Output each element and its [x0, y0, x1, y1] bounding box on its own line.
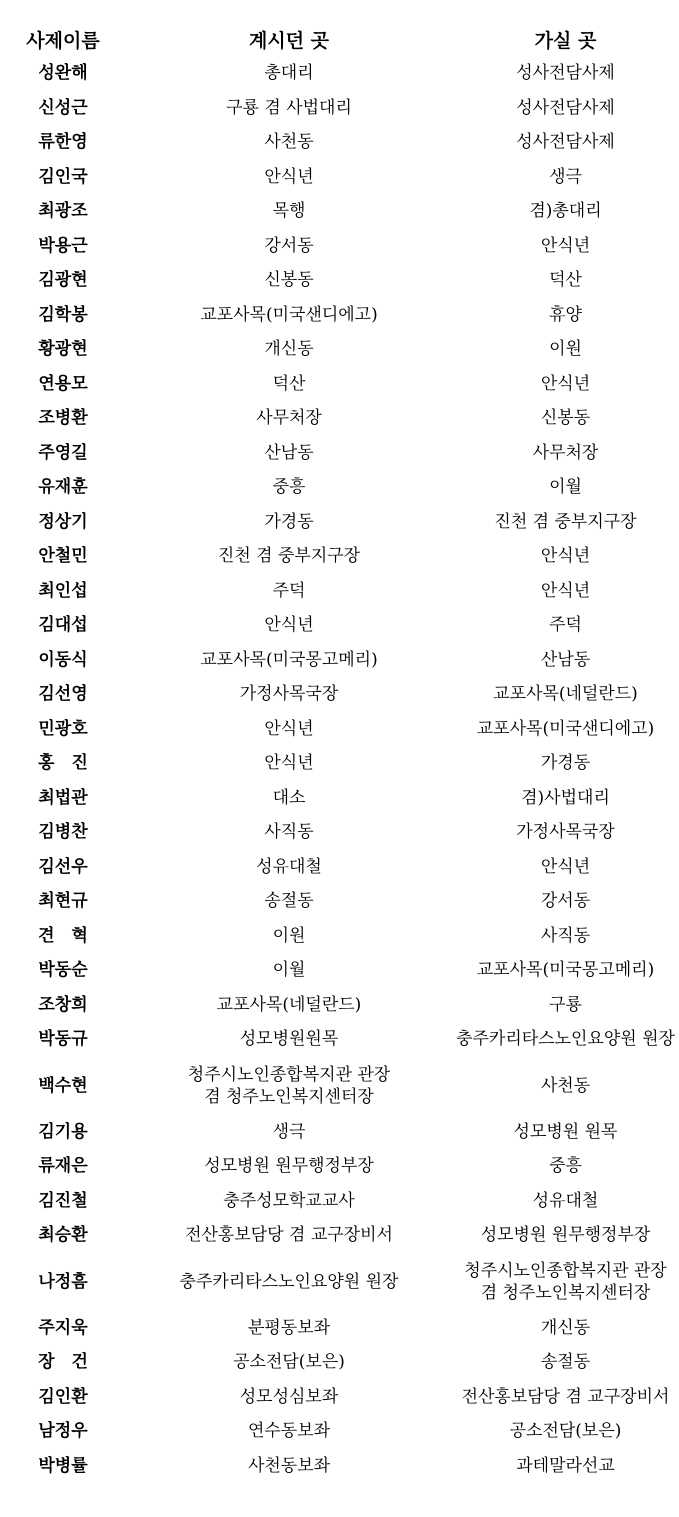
new-post-line: 덕산: [549, 270, 582, 291]
table-row: [0, 401, 679, 436]
priest-name: 박동순: [38, 960, 88, 981]
table-row: [0, 884, 679, 919]
new-post: [452, 988, 679, 1023]
table-row: [0, 91, 679, 126]
previous-post: [126, 574, 452, 609]
new-post: [452, 505, 679, 540]
previous-post: [126, 1022, 452, 1057]
table-row: [0, 1449, 679, 1484]
priest-name: 김선우: [38, 856, 88, 877]
priest-name: 주영길: [38, 442, 88, 463]
new-post-line: 성모병원 원무행정부장: [480, 1225, 651, 1246]
previous-post: [126, 332, 452, 367]
table-row: [0, 1345, 679, 1380]
previous-post-line: 사천동: [264, 132, 314, 153]
table-body: [0, 56, 679, 1483]
table-row: [0, 539, 679, 574]
previous-post: [126, 677, 452, 712]
table-row: [0, 125, 679, 160]
table-row: [0, 160, 679, 195]
previous-post: [126, 125, 452, 160]
previous-post: [126, 56, 452, 91]
new-post-line: 사천동: [540, 1075, 591, 1096]
priest-name: 민광호: [38, 718, 88, 739]
priest-name: 김광현: [38, 270, 88, 291]
new-post: [452, 1345, 679, 1380]
new-post-line: 개신동: [540, 1317, 591, 1338]
previous-post: [126, 1057, 452, 1115]
table-row: [0, 1057, 679, 1115]
previous-post-line: 목행: [272, 201, 306, 222]
table-row: [0, 1022, 679, 1057]
previous-post-line: 전산홍보담당 겸 교구장비서: [185, 1225, 393, 1246]
new-post: [452, 56, 679, 91]
table-row: [0, 746, 679, 781]
previous-post-line: 충주성모학교교사: [223, 1190, 355, 1211]
priest-name: 장 건: [38, 1352, 88, 1373]
previous-post: [126, 1218, 452, 1253]
table-row: [0, 229, 679, 264]
new-post: [452, 1449, 679, 1484]
table-row: [0, 574, 679, 609]
new-post-line: 진천 겸 중부지구장: [494, 511, 637, 532]
new-post: [452, 746, 679, 781]
priest-name: 류재은: [38, 1156, 88, 1177]
previous-post-line: 주덕: [272, 580, 306, 601]
table-row: [0, 1253, 679, 1311]
priest-name: 조병환: [38, 408, 88, 429]
previous-post: [126, 746, 452, 781]
new-post-line: 겸 청주노인복지센터장: [480, 1282, 651, 1303]
priest-name: 유재훈: [38, 477, 88, 498]
new-post-line: 신봉동: [540, 408, 591, 429]
previous-post: [126, 229, 452, 264]
priest-name: 류한영: [38, 132, 88, 153]
previous-post-line: 성모성심보좌: [239, 1386, 339, 1407]
new-post: [452, 677, 679, 712]
priest-name: 연용모: [38, 373, 88, 394]
previous-post: [126, 1115, 452, 1150]
new-post-line: 가경동: [540, 753, 591, 774]
new-post: [452, 608, 679, 643]
previous-post-line: 안식년: [264, 718, 314, 739]
priest-name: 성완해: [38, 63, 88, 84]
previous-post-line: 안식년: [264, 753, 314, 774]
previous-post: [126, 401, 452, 436]
previous-post-line: 사직동: [264, 822, 314, 843]
new-post: [452, 1218, 679, 1253]
new-post-line: 성모병원 원목: [513, 1121, 618, 1142]
previous-post-line: 겸 청주노인복지센터장: [204, 1086, 374, 1107]
priest-name: 최현규: [38, 891, 88, 912]
new-post: [452, 125, 679, 160]
new-post: [452, 815, 679, 850]
new-post-line: 사직동: [540, 925, 591, 946]
priest-name: 최광조: [38, 201, 88, 222]
previous-post: [126, 91, 452, 126]
previous-post-line: 총대리: [264, 63, 314, 84]
priest-name: 최인섭: [38, 580, 88, 601]
new-post-line: 가정사목국장: [516, 822, 615, 843]
new-post: [452, 1380, 679, 1415]
new-post: [452, 712, 679, 747]
new-post: [452, 884, 679, 919]
new-post: [452, 1184, 679, 1219]
new-post: [452, 229, 679, 264]
new-post-line: 송절동: [540, 1352, 591, 1373]
new-post-line: 안식년: [540, 580, 591, 601]
previous-post: [126, 850, 452, 885]
new-post: [452, 332, 679, 367]
new-post-line: 안식년: [540, 546, 591, 567]
table-row: [0, 850, 679, 885]
new-post-line: 성사전담사제: [516, 97, 615, 118]
previous-post: [126, 539, 452, 574]
previous-post: [126, 608, 452, 643]
previous-post: [126, 1414, 452, 1449]
previous-post-line: 신봉동: [264, 270, 314, 291]
new-post-line: 과테말라선교: [516, 1455, 615, 1476]
new-post-line: 성유대철: [532, 1190, 599, 1211]
previous-post-line: 강서동: [264, 235, 314, 256]
assignment-table: [0, 22, 679, 1483]
new-post: [452, 1253, 679, 1311]
priest-name: 김진철: [38, 1190, 88, 1211]
previous-post-line: 사천동보좌: [247, 1455, 331, 1476]
priest-name: 신성근: [38, 97, 88, 118]
previous-post: [126, 505, 452, 540]
previous-post: [126, 1380, 452, 1415]
priest-name: 이동식: [38, 649, 88, 670]
new-post: [452, 436, 679, 471]
new-post-line: 안식년: [540, 235, 591, 256]
previous-post: [126, 1184, 452, 1219]
new-post: [452, 919, 679, 954]
new-post: [452, 850, 679, 885]
priest-name: 정상기: [38, 511, 88, 532]
new-post: [452, 367, 679, 402]
previous-post: [126, 298, 452, 333]
priest-name: 조창희: [38, 994, 88, 1015]
table-row: [0, 1184, 679, 1219]
table-row: [0, 194, 679, 229]
new-post: [452, 643, 679, 678]
previous-post: [126, 436, 452, 471]
table-row: [0, 988, 679, 1023]
table-row: [0, 470, 679, 505]
previous-post-line: 성유대철: [256, 856, 322, 877]
new-post-line: 성사전담사제: [516, 63, 615, 84]
priest-name: 안철민: [38, 546, 88, 567]
priest-name: 황광현: [38, 339, 88, 360]
new-post-line: 중흥: [549, 1156, 582, 1177]
new-post: [452, 194, 679, 229]
priest-name: 남정우: [38, 1421, 88, 1442]
priest-name: 김대섭: [38, 615, 88, 636]
new-post: [452, 1057, 679, 1115]
new-post: [452, 953, 679, 988]
table-row: [0, 263, 679, 298]
new-post-line: 주덕: [549, 615, 582, 636]
new-post-line: 구룡: [549, 994, 582, 1015]
table-row: [0, 298, 679, 333]
previous-post: [126, 919, 452, 954]
new-post-line: 이원: [549, 339, 582, 360]
new-post: [452, 539, 679, 574]
table-row: [0, 367, 679, 402]
previous-post: [126, 815, 452, 850]
new-post-line: 사무처장: [532, 442, 599, 463]
new-post-line: 교포사목(미국몽고메리): [476, 960, 655, 981]
table-row: [0, 1380, 679, 1415]
previous-post-line: 청주시노인종합복지관 관장: [187, 1064, 391, 1085]
priest-name: 박동규: [38, 1029, 88, 1050]
new-post-line: 겸)총대리: [529, 201, 602, 222]
previous-post: [126, 1253, 452, 1311]
table-row: [0, 56, 679, 91]
new-post-line: 생극: [549, 166, 582, 187]
new-post-line: 강서동: [540, 891, 591, 912]
previous-post-line: 개신동: [264, 339, 314, 360]
new-post-line: 공소전담(보은): [509, 1421, 622, 1442]
new-post: [452, 1414, 679, 1449]
previous-post: [126, 953, 452, 988]
new-post: [452, 91, 679, 126]
new-post: [452, 1311, 679, 1346]
table-row: [0, 781, 679, 816]
table-row: [0, 608, 679, 643]
table-row: [0, 436, 679, 471]
new-post-line: 성사전담사제: [516, 132, 615, 153]
new-post: [452, 298, 679, 333]
priest-name: 김선영: [38, 684, 88, 705]
previous-post: [126, 160, 452, 195]
previous-post: [126, 1345, 452, 1380]
table-row: [0, 332, 679, 367]
table-row: [0, 677, 679, 712]
priest-name: 백수현: [38, 1075, 88, 1096]
new-post: [452, 1149, 679, 1184]
previous-post: [126, 781, 452, 816]
table-row: [0, 1414, 679, 1449]
previous-post: [126, 194, 452, 229]
previous-post-line: 이월: [272, 960, 306, 981]
previous-post: [126, 988, 452, 1023]
new-post: [452, 1115, 679, 1150]
table-row: [0, 919, 679, 954]
table-row: [0, 1115, 679, 1150]
previous-post: [126, 643, 452, 678]
previous-post-line: 가정사목국장: [239, 684, 339, 705]
new-post-line: 청주시노인종합복지관 관장: [464, 1260, 667, 1281]
previous-post-line: 진천 겸 중부지구장: [217, 546, 361, 567]
priest-name: 박용근: [38, 235, 88, 256]
new-post-line: 안식년: [540, 373, 591, 394]
table-row: [0, 1311, 679, 1346]
new-post-line: 산남동: [540, 649, 591, 670]
previous-post-line: 가경동: [264, 511, 314, 532]
table-row: [0, 953, 679, 988]
priest-name: 김인국: [38, 166, 88, 187]
new-post: [452, 263, 679, 298]
previous-post-line: 교포사목(네덜란드): [216, 994, 362, 1015]
new-post-line: 교포사목(미국샌디에고): [476, 718, 655, 739]
new-post: [452, 470, 679, 505]
new-post: [452, 1022, 679, 1057]
previous-post: [126, 884, 452, 919]
previous-post: [126, 1311, 452, 1346]
table-row: [0, 505, 679, 540]
previous-post-line: 성모병원 원무행정부장: [204, 1156, 374, 1177]
priest-name: 박병률: [38, 1455, 88, 1476]
priest-name: 최법관: [38, 787, 88, 808]
previous-post-line: 교포사목(미국몽고메리): [200, 649, 378, 670]
priest-name: 김기용: [38, 1121, 88, 1142]
table-row: [0, 815, 679, 850]
priest-name: 최승환: [38, 1225, 88, 1246]
previous-post-line: 교포사목(미국샌디에고): [200, 304, 378, 325]
priest-name: 김학봉: [38, 304, 88, 325]
priest-name: 견 혁: [38, 925, 88, 946]
new-post-line: 충주카리타스노인요양원 원장: [456, 1029, 675, 1050]
new-post: [452, 401, 679, 436]
previous-post-line: 이원: [272, 925, 306, 946]
priest-name: 김인환: [38, 1386, 88, 1407]
previous-post-line: 성모병원원목: [239, 1029, 339, 1050]
previous-post: [126, 1449, 452, 1484]
new-post: [452, 574, 679, 609]
new-post-line: 겸)사법대리: [521, 787, 610, 808]
priest-name: 홍 진: [38, 753, 88, 774]
new-post-line: 안식년: [540, 856, 591, 877]
table-row: [0, 1149, 679, 1184]
table-row: [0, 643, 679, 678]
previous-post-line: 구룡 겸 사법대리: [226, 97, 352, 118]
previous-post-line: 산남동: [264, 442, 314, 463]
previous-post: [126, 712, 452, 747]
priest-name: 김병찬: [38, 822, 88, 843]
table-row: [0, 1218, 679, 1253]
new-post-line: 휴양: [549, 304, 582, 325]
new-post-line: 이월: [549, 477, 582, 498]
priest-name: 나정흠: [38, 1271, 88, 1292]
new-post: [452, 160, 679, 195]
previous-post-line: 충주카리타스노인요양원 원장: [179, 1271, 399, 1292]
previous-post: [126, 470, 452, 505]
previous-post-line: 송절동: [264, 891, 314, 912]
previous-post: [126, 1149, 452, 1184]
new-post-line: 전산홍보담당 겸 교구장비서: [461, 1386, 670, 1407]
priest-name: 주지욱: [38, 1317, 88, 1338]
previous-post-line: 대소: [272, 787, 306, 808]
previous-post-line: 안식년: [264, 166, 314, 187]
table-row: [0, 712, 679, 747]
header-next: 가실 곳: [534, 29, 597, 52]
previous-post-line: 안식년: [264, 615, 314, 636]
previous-post: [126, 263, 452, 298]
header-prev: 계시던 곳: [248, 29, 330, 52]
previous-post-line: 중흥: [272, 477, 306, 498]
previous-post-line: 생극: [272, 1121, 306, 1142]
new-post: [452, 781, 679, 816]
previous-post-line: 사무처장: [256, 408, 322, 429]
previous-post-line: 덕산: [272, 373, 306, 394]
new-post-line: 교포사목(네덜란드): [493, 684, 638, 705]
previous-post-line: 공소전담(보은): [233, 1352, 345, 1373]
header-name: 사제이름: [26, 29, 100, 52]
previous-post: [126, 367, 452, 402]
previous-post-line: 분평동보좌: [247, 1317, 331, 1338]
header-row: [0, 22, 679, 56]
previous-post-line: 연수동보좌: [247, 1421, 331, 1442]
